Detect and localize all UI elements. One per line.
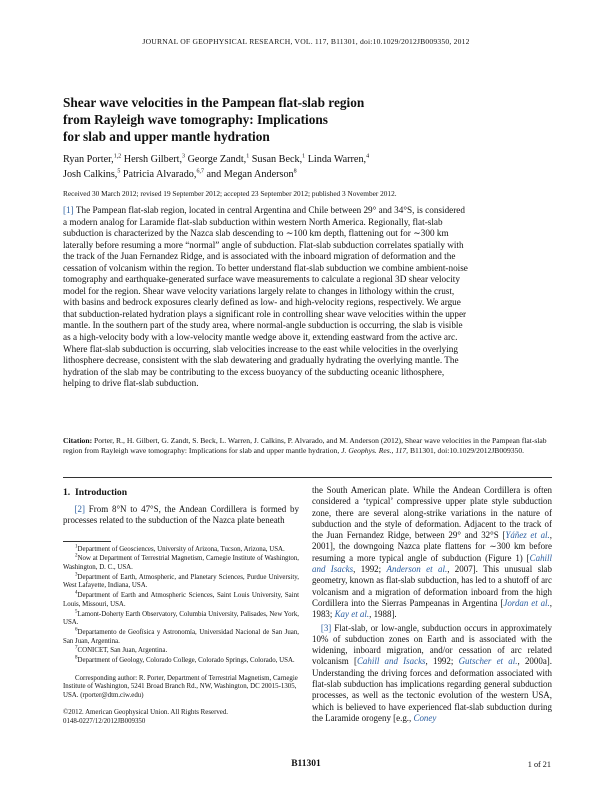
section-title: Introduction <box>75 487 128 498</box>
reference-link[interactable]: Cahill and Isacks <box>356 656 426 667</box>
right-column <box>312 485 552 724</box>
author[interactable]: Linda Warren,$^4$ <box>305 153 370 165</box>
divider <box>63 477 552 478</box>
paragraph-3: [3] Flat-slab, or low-angle, subduction occurs in approximately 10% of subduction zones on Earth and is associated with the widening, inboard migration, and/or cessation of arc related volcanism [Cahill and Isacks, 1992; Gutscher et al., 2000a]. Understanding the driving forces and deformation associated with flat-slab subduction has implications regarding general subduction processes, as well as the tectonic evolution of the western USA, which is believed to have experienced flat-slab subduction during the Laramide orogeny [e.g., Coney <box>312 622 552 723</box>
copyright <box>63 709 299 726</box>
intro-paragraph <box>63 504 299 527</box>
citation-journal: J. Geophys. Res., 117, <box>341 446 409 456</box>
affiliation-note: $^3$Department of Earth, Atmospheric, and Planetary Sciences, Purdue University, West Lafayette, Indiana, USA. <box>63 572 299 590</box>
affiliation-note: $^5$Lamont-Doherty Earth Observatory, Columbia University, Palisades, New York, USA. <box>63 609 299 627</box>
footnote-divider <box>63 541 111 542</box>
title-line: for slab and upper mantle hydration <box>63 129 270 144</box>
reference-link[interactable]: Gutscher et al. <box>458 656 518 667</box>
reference-link[interactable]: Yáñez et al. <box>505 530 550 541</box>
abstract <box>63 205 469 390</box>
page-number: 1 of 21 <box>527 760 551 769</box>
citation-text: Porter, R., H. Gilbert, G. Zandt, S. Beck, L. Warren, J. Calkins, P. Alvarado, and M. Anderson (2012), Shear wave velocities in the Pampean flat-slab region from Rayleigh wave tomography: Implications for slab and upper mantle hydration, <box>63 436 547 456</box>
paragraph-text: From 8°N to 47°S, the Andean Cordillera is formed by processes related to the subduction of the Nazca plate beneath <box>63 504 299 526</box>
issn-line: 0148-0227/12/2012JB009350 <box>63 717 146 725</box>
intro-paragraph-continued: the South American plate. While the Andean Cordillera is often considered a ‘typical’ compressive upper plate style subduction zone, there are several along-strike variations in the nature of subduction and the style of deformation. Adjacent to the track of the Juan Fernandez Ridge, between 29° and 32°S [Yáñez et al., 2001], the downgoing Nazca plate flattens for ∼300 km before resuming a more typical angle of subduction (Figure 1) [Cahill and Isacks, 1992; Anderson et al., 2007]. This unusual slab geometry, known as flat-slab subduction, has led to a shutoff of arc volcanism and a migration of deformation inboard from the high Cordillera into the Sierras Pampeanas in Argentina [Jordan et al., 1983; Kay et al., 1988]. <box>312 485 553 620</box>
affiliation-note: $^8$Department of Geology, Colorado College, Colorado Springs, Colorado, USA. <box>75 655 295 665</box>
affiliation-note: $^7$CONICET, San Juan, Argentina. <box>75 646 168 655</box>
article-title <box>63 94 483 145</box>
citation <box>63 436 553 457</box>
article-id: B11301 <box>291 759 321 769</box>
section-number: 1. <box>63 487 71 498</box>
affiliation-note: $^1$Department of Geosciences, University of Arizona, Tucson, Arizona, USA. <box>75 544 285 553</box>
title-line: Shear wave velocities in the Pampean flat-slab region <box>63 95 365 110</box>
section-heading <box>63 487 299 498</box>
corresponding-author: Corresponding author: R. Porter, Department of Terrestrial Magnetism, Carnegie Institute of Washington, 5241 Broad Branch Rd., NW, Washington, DC 20015-1305, USA. (rporter@dtm.ciw.edu) <box>63 674 298 700</box>
paragraph-number-link[interactable]: [2] <box>74 504 85 514</box>
affiliation-note: $^4$Department of Earth and Atmospheric Sciences, Saint Louis University, Saint Louis, Missouri, USA. <box>63 590 299 608</box>
author[interactable]: George Zandt,$^1$ <box>185 153 250 165</box>
title-line: from Rayleigh wave tomography: Implications <box>63 112 328 127</box>
abstract-text: The Pampean flat-slab region, located in central Argentina and Chile between 29° and 34°S, is considered a modern analog for Laramide flat-slab subduction within western North America. Regionally, flat-slab subduction is characterized by the Nazca slab descending to ∼100 km depth, flattening out for ∼300 km laterally before resuming a more “normal” angle of subduction. Flat-slab subduction correlates spatially with the track of the Juan Fernandez Ridge, and is associated with the inboard migration of deformation and the cessation of volcanism within the region. To better understand flat-slab subduction we combine ambient-noise tomography and earthquake-generated surface wave measurements to calculate a regional 3D shear velocity model for the region. Shear wave velocity variations largely relate to changes in lithology within the crust, with basins and bedrock exposures clearly defined as low- and high-velocity regions, respectively. We argue that subduction-related hydration plays a significant role in controlling shear wave velocities within the upper mantle. In the southern part of the study area, where normal-angle subduction is occurring, the slab is visible as a high-velocity body with a low-velocity mantle wedge above it, extending eastward from the active arc. Where flat-slab subduction is occurring, slab velocities increase to the east while velocities in the overlying lithosphere decrease, consistent with the slab dewatering and gradually hydrating the overlying mantle. The hydration of the slab may be contributing to the excess buoyancy of the subducting oceanic lithosphere, helping to drive flat-slab subduction. <box>63 205 468 389</box>
author[interactable]: and Megan Anderson$^8$ <box>203 168 297 180</box>
affiliations <box>63 546 299 666</box>
paragraph-number-link[interactable]: [1] <box>63 205 74 215</box>
running-head: JOURNAL OF GEOPHYSICAL RESEARCH, VOL. 117, B11301, doi:10.1029/2012JB009350, 2012 <box>142 37 470 46</box>
author[interactable]: Susan Beck,$^1$ <box>249 153 306 165</box>
reference-link[interactable]: Jordan et al. <box>503 597 550 608</box>
received-dates: Received 30 March 2012; revised 19 September 2012; accepted 23 September 2012; published 3 November 2012. <box>63 189 397 198</box>
author[interactable]: Patricia Alvarado,$^{6,7}$ <box>120 168 204 180</box>
citation-tail: B11301, doi:10.1029/2012JB009350. <box>408 446 525 456</box>
reference-link[interactable]: Kay et al. <box>334 609 370 620</box>
reference-link[interactable]: Anderson et al. <box>386 564 448 575</box>
copyright-line: ©2012. American Geophysical Union. All Rights Reserved. <box>63 708 229 716</box>
affiliation-note: $^6$Departamento de Geofísica y Astronomía, Universidad Nacional de San Juan, San Juan, Argentina. <box>63 627 299 645</box>
author-list <box>63 153 533 182</box>
paragraph-number-link[interactable]: [3] <box>320 622 332 633</box>
reference-link[interactable]: Coney <box>413 712 437 723</box>
author[interactable]: Josh Calkins,$^5$ <box>63 168 121 180</box>
author[interactable]: Ryan Porter,$^{1,2}$ <box>63 153 122 165</box>
left-column <box>63 485 299 726</box>
citation-label: Citation: <box>63 436 93 445</box>
affiliation-note: $^2$Now at Department of Terrestrial Magnetism, Carnegie Institute of Washington, Washington, D. C., USA. <box>63 554 299 571</box>
author[interactable]: Hersh Gilbert,$^3$ <box>121 153 186 165</box>
reference-link[interactable]: Cahill and Isacks <box>312 552 552 575</box>
